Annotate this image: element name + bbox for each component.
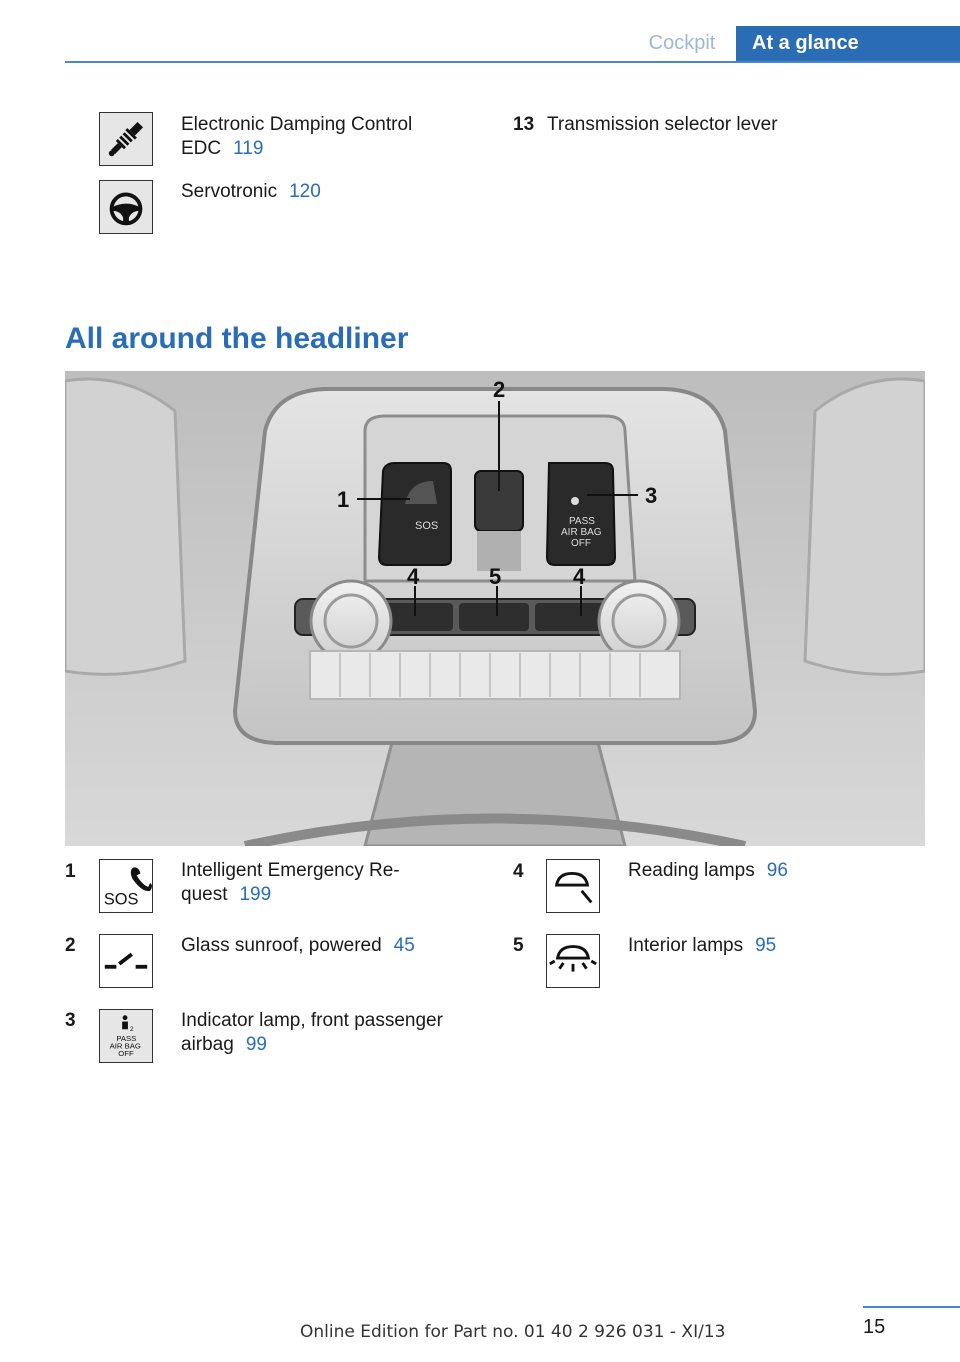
- legend-2-page-ref[interactable]: 45: [393, 935, 415, 956]
- header-rule: [65, 61, 960, 63]
- svg-text:OFF: OFF: [118, 1049, 134, 1059]
- shock-absorber-icon: [99, 112, 153, 166]
- edc-page-ref[interactable]: 119: [233, 138, 264, 159]
- item-13-number: 13: [513, 114, 535, 135]
- svg-text:SOS: SOS: [103, 890, 139, 909]
- edc-label: Electronic Damping Control EDC 119: [181, 114, 413, 159]
- legend-4-label: Reading lamps 96: [628, 860, 788, 881]
- callout-3: 3: [645, 483, 658, 508]
- legend-2-label: Glass sunroof, powered 45: [181, 935, 415, 956]
- page-number-rule: [863, 1306, 960, 1308]
- svg-text:PASS: PASS: [116, 1033, 137, 1043]
- callout-2: 2: [493, 377, 506, 402]
- legend-5-page-ref[interactable]: 95: [755, 935, 777, 956]
- callout-1: 1: [337, 487, 350, 512]
- photo-off-text: OFF: [571, 538, 591, 549]
- legend-4-page-ref[interactable]: 96: [766, 860, 788, 881]
- page-number: 15: [863, 1316, 886, 1338]
- photo-sos-text: SOS: [415, 520, 439, 532]
- legend-3-page-ref[interactable]: 99: [245, 1034, 267, 1055]
- legend-5-label: Interior lamps 95: [628, 935, 777, 956]
- photo-airbag-text: AIR BAG: [561, 527, 602, 538]
- legend-1-page-ref[interactable]: 199: [239, 884, 272, 905]
- sunroof-icon: [99, 934, 153, 988]
- item-13-label: Transmission selector lever: [547, 114, 778, 135]
- callout-4-left: 4: [407, 564, 420, 589]
- sos-icon: [99, 859, 153, 913]
- legend-5-number: 5: [513, 935, 524, 956]
- photo-pass-text: PASS: [569, 516, 595, 527]
- interior-lamp-icon: [546, 934, 600, 988]
- callout-4-right: 4: [573, 564, 586, 589]
- tab-at-a-glance[interactable]: At a glance: [736, 26, 960, 61]
- legend-3-label: Indicator lamp, front passenger airbag 99: [181, 1010, 443, 1055]
- legend-2-number: 2: [65, 935, 76, 956]
- svg-text:AIR BAG: AIR BAG: [109, 1041, 141, 1051]
- passenger-airbag-off-icon: [99, 1009, 153, 1063]
- footer-edition: Online Edition for Part no. 01 40 2 926 031 - XI/13: [300, 1322, 726, 1342]
- servotronic-label: Servotronic 120: [181, 181, 321, 202]
- legend-3-number: 3: [65, 1010, 76, 1031]
- svg-text:2: 2: [129, 1026, 134, 1034]
- tab-cockpit[interactable]: Cockpit: [648, 32, 716, 54]
- headliner-photo: [65, 371, 925, 846]
- legend-1-label: Intelligent Emergency Re- quest 199: [181, 860, 400, 905]
- reading-lamp-icon: [546, 859, 600, 913]
- legend-1-number: 1: [65, 861, 76, 882]
- callout-5: 5: [489, 564, 502, 589]
- legend-4-number: 4: [513, 861, 524, 882]
- servotronic-page-ref[interactable]: 120: [289, 181, 321, 202]
- steering-wheel-icon: [99, 180, 153, 234]
- section-title: All around the headliner: [65, 322, 409, 355]
